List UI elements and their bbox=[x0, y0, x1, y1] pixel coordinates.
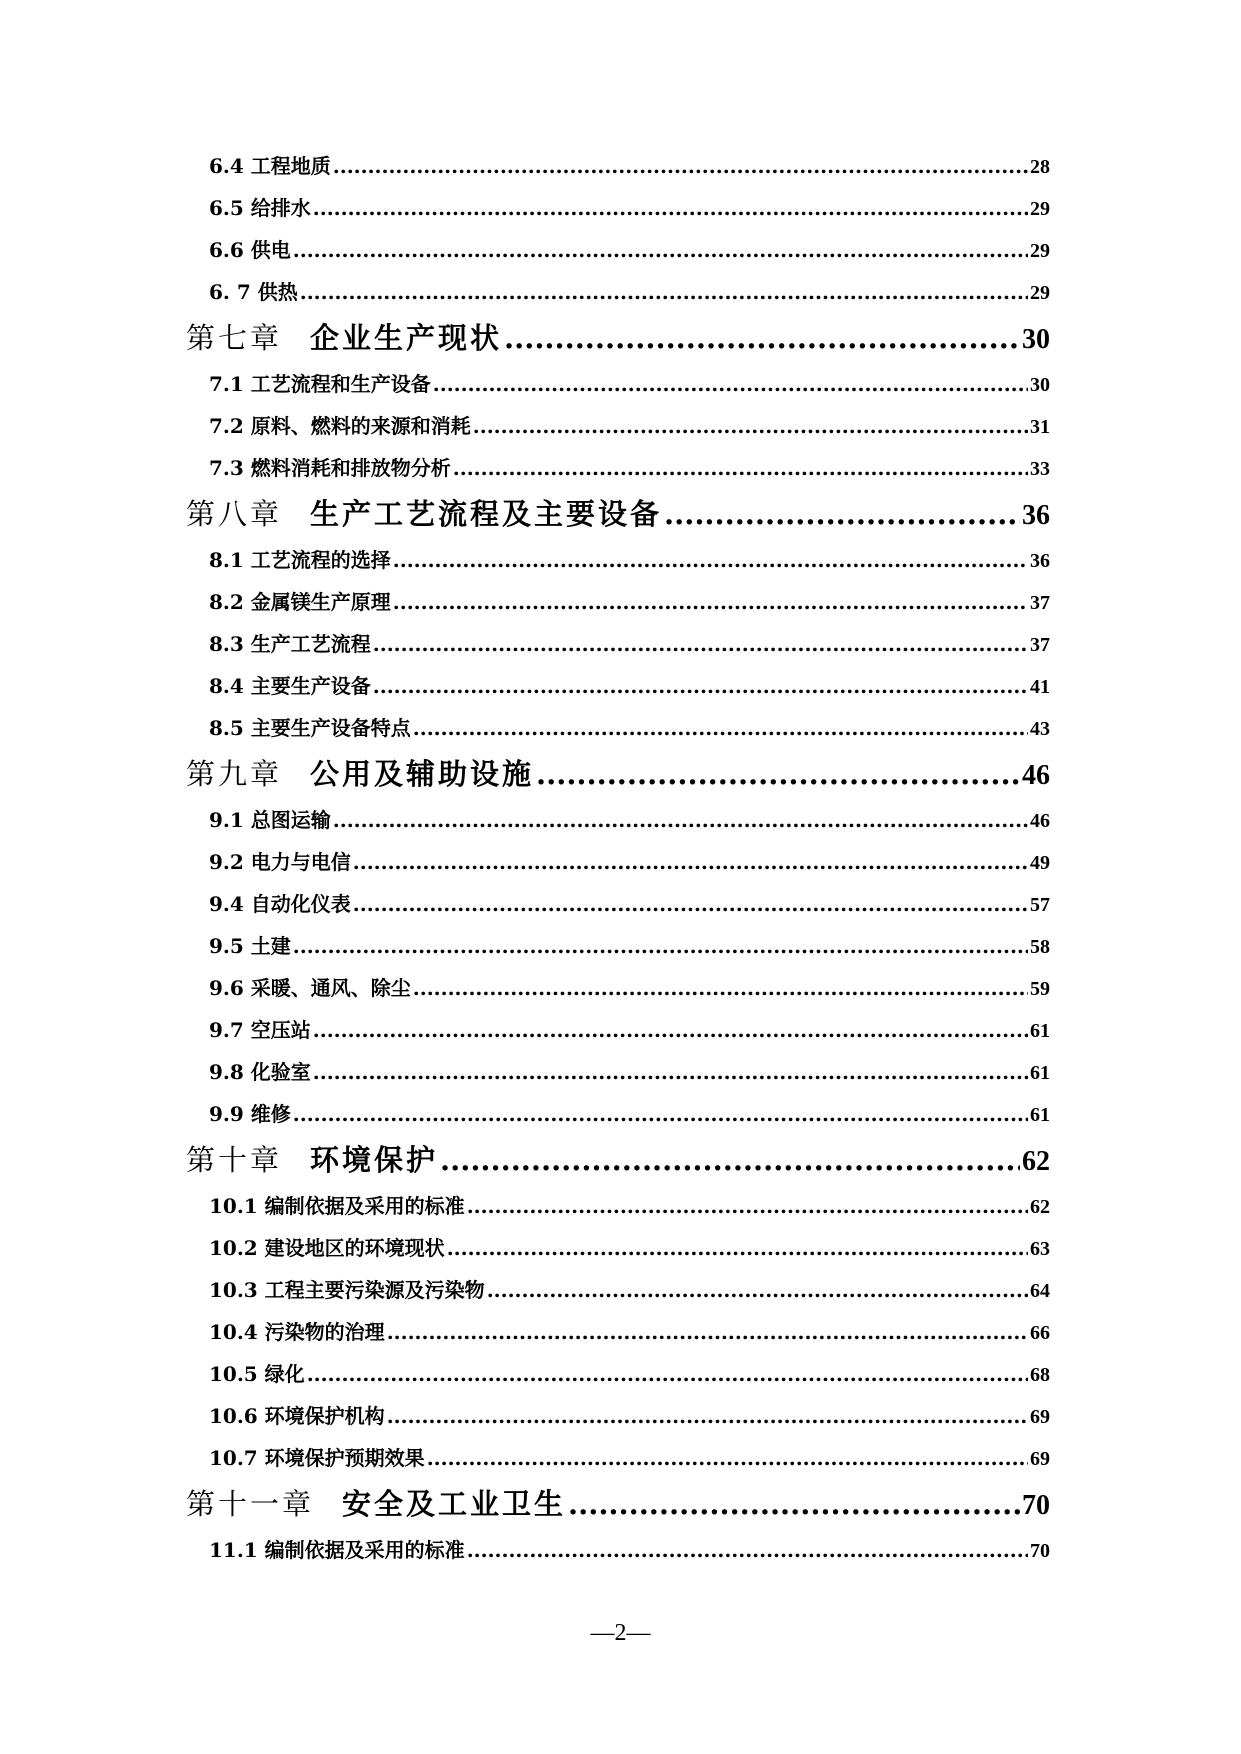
toc-section-entry[interactable] bbox=[209, 405, 1050, 447]
toc-section-entry[interactable] bbox=[209, 581, 1050, 623]
toc-section-label: 6. 7 供热 bbox=[209, 280, 298, 304]
toc-page-number: 70 bbox=[1030, 1540, 1050, 1562]
dot-leader bbox=[293, 229, 1028, 271]
chapter-number: 第七章 bbox=[186, 321, 283, 355]
dot-leader bbox=[300, 271, 1028, 313]
toc-chapter-entry[interactable] bbox=[186, 1479, 1050, 1529]
toc-section-entry[interactable] bbox=[209, 707, 1050, 749]
chapter-title: 生产工艺流程及主要设备 bbox=[310, 497, 663, 531]
toc-page-number: 61 bbox=[1030, 1104, 1050, 1126]
toc-page-number: 41 bbox=[1030, 676, 1050, 698]
toc-page-number: 29 bbox=[1030, 282, 1050, 304]
chapter-number: 第九章 bbox=[186, 757, 283, 791]
toc-section-entry[interactable] bbox=[209, 1269, 1050, 1311]
dot-leader bbox=[413, 967, 1028, 1009]
toc-page-number: 70 bbox=[1022, 1490, 1050, 1521]
toc-section-entry[interactable] bbox=[209, 1093, 1050, 1135]
toc-chapter-label bbox=[186, 489, 662, 539]
toc-page-number: 36 bbox=[1022, 500, 1050, 531]
dot-leader bbox=[313, 1009, 1028, 1051]
toc-chapter-label bbox=[186, 1135, 438, 1185]
dot-leader bbox=[387, 1395, 1028, 1437]
dot-leader bbox=[447, 1227, 1028, 1269]
toc-page-number: 63 bbox=[1030, 1238, 1050, 1260]
toc-section-entry[interactable] bbox=[209, 623, 1050, 665]
toc-page-number: 64 bbox=[1030, 1280, 1050, 1302]
toc-section-entry[interactable] bbox=[209, 841, 1050, 883]
toc-section-label: 7.3 燃料消耗和排放物分析 bbox=[209, 456, 451, 480]
toc-section-label: 9.2 电力与电信 bbox=[209, 850, 351, 874]
toc-section-entry[interactable] bbox=[209, 447, 1050, 489]
toc-section-label: 9.9 维修 bbox=[209, 1102, 291, 1126]
chapter-title: 公用及辅助设施 bbox=[310, 757, 535, 791]
toc-section-label: 9.5 土建 bbox=[209, 934, 291, 958]
toc-section-entry[interactable] bbox=[209, 883, 1050, 925]
dot-leader bbox=[413, 707, 1028, 749]
toc-section-label: 8.2 金属镁生产原理 bbox=[209, 590, 391, 614]
toc-section-label: 9.8 化验室 bbox=[209, 1060, 311, 1084]
toc-section-entry[interactable] bbox=[209, 1051, 1050, 1093]
dot-leader bbox=[568, 1479, 1020, 1529]
toc-chapter-entry[interactable] bbox=[186, 749, 1050, 799]
dot-leader bbox=[487, 1269, 1028, 1311]
chapter-title: 安全及工业卫生 bbox=[342, 1487, 567, 1521]
toc-section-label: 10.4 污染物的治理 bbox=[209, 1320, 385, 1344]
toc-page-number: 49 bbox=[1030, 852, 1050, 874]
toc-page-number: 69 bbox=[1030, 1448, 1050, 1470]
toc-section-entry[interactable] bbox=[209, 1009, 1050, 1051]
toc-section-label: 10.1 编制依据及采用的标准 bbox=[209, 1194, 465, 1218]
toc-section-label: 7.2 原料、燃料的来源和消耗 bbox=[209, 414, 471, 438]
toc-page-number: 61 bbox=[1030, 1020, 1050, 1042]
toc-page-number: 62 bbox=[1030, 1196, 1050, 1218]
toc-section-entry[interactable] bbox=[209, 665, 1050, 707]
toc-section-entry[interactable] bbox=[209, 967, 1050, 1009]
toc-section-entry[interactable] bbox=[209, 145, 1050, 187]
toc-page-number: 66 bbox=[1030, 1322, 1050, 1344]
toc-page-number: 30 bbox=[1030, 374, 1050, 396]
toc-section-entry[interactable] bbox=[209, 1395, 1050, 1437]
dot-leader bbox=[353, 841, 1028, 883]
page-number: —2— bbox=[590, 1620, 651, 1646]
dot-leader bbox=[504, 313, 1020, 363]
dot-leader bbox=[353, 883, 1028, 925]
toc-section-label: 6.5 给排水 bbox=[209, 196, 311, 220]
dot-leader bbox=[293, 925, 1028, 967]
toc-page-number: 57 bbox=[1030, 894, 1050, 916]
toc-page-number: 61 bbox=[1030, 1062, 1050, 1084]
toc-section-label: 6.6 供电 bbox=[209, 238, 291, 262]
toc-page-number: 33 bbox=[1030, 458, 1050, 480]
toc-section-entry[interactable] bbox=[209, 229, 1050, 271]
toc-section-entry[interactable] bbox=[209, 1311, 1050, 1353]
toc-chapter-label bbox=[186, 1479, 566, 1529]
toc-page-number: 62 bbox=[1022, 1146, 1050, 1177]
toc-section-label: 7.1 工艺流程和生产设备 bbox=[209, 372, 431, 396]
toc-page-number: 59 bbox=[1030, 978, 1050, 1000]
toc-section-entry[interactable] bbox=[209, 1437, 1050, 1479]
toc-section-label: 9.1 总图运输 bbox=[209, 808, 331, 832]
dot-leader bbox=[313, 187, 1028, 229]
dot-leader bbox=[313, 1051, 1028, 1093]
toc-section-entry[interactable] bbox=[209, 925, 1050, 967]
toc-page-number: 28 bbox=[1030, 156, 1050, 178]
toc-section-entry[interactable] bbox=[209, 271, 1050, 313]
toc-page-number: 30 bbox=[1022, 324, 1050, 355]
dot-leader bbox=[467, 1529, 1028, 1571]
chapter-number: 第八章 bbox=[186, 497, 283, 531]
toc-page-number: 31 bbox=[1030, 416, 1050, 438]
chapter-number: 第十一章 bbox=[186, 1487, 315, 1521]
toc-section-entry[interactable] bbox=[209, 539, 1050, 581]
toc-page-number: 46 bbox=[1022, 760, 1050, 791]
toc-page-number: 29 bbox=[1030, 198, 1050, 220]
toc-section-label: 8.3 生产工艺流程 bbox=[209, 632, 371, 656]
toc-section-label: 8.4 主要生产设备 bbox=[209, 674, 371, 698]
toc-chapter-label bbox=[186, 313, 502, 363]
dot-leader bbox=[333, 145, 1028, 187]
toc-section-label: 10.7 环境保护预期效果 bbox=[209, 1446, 425, 1470]
toc-section-label: 9.7 空压站 bbox=[209, 1018, 311, 1042]
chapter-number: 第十章 bbox=[186, 1143, 283, 1177]
dot-leader bbox=[473, 405, 1028, 447]
dot-leader bbox=[373, 623, 1028, 665]
toc-chapter-entry[interactable] bbox=[186, 313, 1050, 363]
toc-section-entry[interactable] bbox=[209, 187, 1050, 229]
dot-leader bbox=[293, 1093, 1028, 1135]
table-of-contents bbox=[186, 145, 1050, 1571]
toc-page-number: 43 bbox=[1030, 718, 1050, 740]
toc-section-entry[interactable] bbox=[209, 1529, 1050, 1571]
dot-leader bbox=[393, 539, 1028, 581]
dot-leader bbox=[373, 665, 1028, 707]
chapter-title: 环境保护 bbox=[310, 1143, 439, 1177]
dot-leader bbox=[440, 1135, 1020, 1185]
dot-leader bbox=[307, 1353, 1028, 1395]
toc-section-label: 10.3 工程主要污染源及污染物 bbox=[209, 1278, 485, 1302]
toc-section-label: 10.2 建设地区的环境现状 bbox=[209, 1236, 445, 1260]
toc-section-label: 6.4 工程地质 bbox=[209, 154, 331, 178]
toc-section-label: 9.6 采暖、通风、除尘 bbox=[209, 976, 411, 1000]
toc-section-label: 10.5 绿化 bbox=[209, 1362, 305, 1386]
toc-chapter-label bbox=[186, 749, 534, 799]
dot-leader bbox=[664, 489, 1020, 539]
toc-chapter-entry[interactable] bbox=[186, 1135, 1050, 1185]
toc-section-entry[interactable] bbox=[209, 363, 1050, 405]
toc-page-number: 58 bbox=[1030, 936, 1050, 958]
toc-section-entry[interactable] bbox=[209, 799, 1050, 841]
toc-chapter-entry[interactable] bbox=[186, 489, 1050, 539]
toc-page-number: 46 bbox=[1030, 810, 1050, 832]
toc-section-label: 9.4 自动化仪表 bbox=[209, 892, 351, 916]
toc-section-entry[interactable] bbox=[209, 1185, 1050, 1227]
toc-page-number: 68 bbox=[1030, 1364, 1050, 1386]
dot-leader bbox=[427, 1437, 1028, 1479]
chapter-title: 企业生产现状 bbox=[310, 321, 503, 355]
toc-section-label: 8.5 主要生产设备特点 bbox=[209, 716, 411, 740]
toc-section-label: 11.1 编制依据及采用的标准 bbox=[209, 1538, 465, 1562]
toc-page-number: 69 bbox=[1030, 1406, 1050, 1428]
dot-leader bbox=[453, 447, 1028, 489]
toc-page-number: 36 bbox=[1030, 550, 1050, 572]
toc-page-number: 37 bbox=[1030, 634, 1050, 656]
dot-leader bbox=[467, 1185, 1028, 1227]
toc-section-entry[interactable] bbox=[209, 1227, 1050, 1269]
toc-section-entry[interactable] bbox=[209, 1353, 1050, 1395]
toc-page-number: 37 bbox=[1030, 592, 1050, 614]
dot-leader bbox=[393, 581, 1028, 623]
dot-leader bbox=[333, 799, 1028, 841]
dot-leader bbox=[387, 1311, 1028, 1353]
toc-section-label: 8.1 工艺流程的选择 bbox=[209, 548, 391, 572]
dot-leader bbox=[536, 749, 1020, 799]
toc-section-label: 10.6 环境保护机构 bbox=[209, 1404, 385, 1428]
dot-leader bbox=[433, 363, 1028, 405]
toc-page-number: 29 bbox=[1030, 240, 1050, 262]
